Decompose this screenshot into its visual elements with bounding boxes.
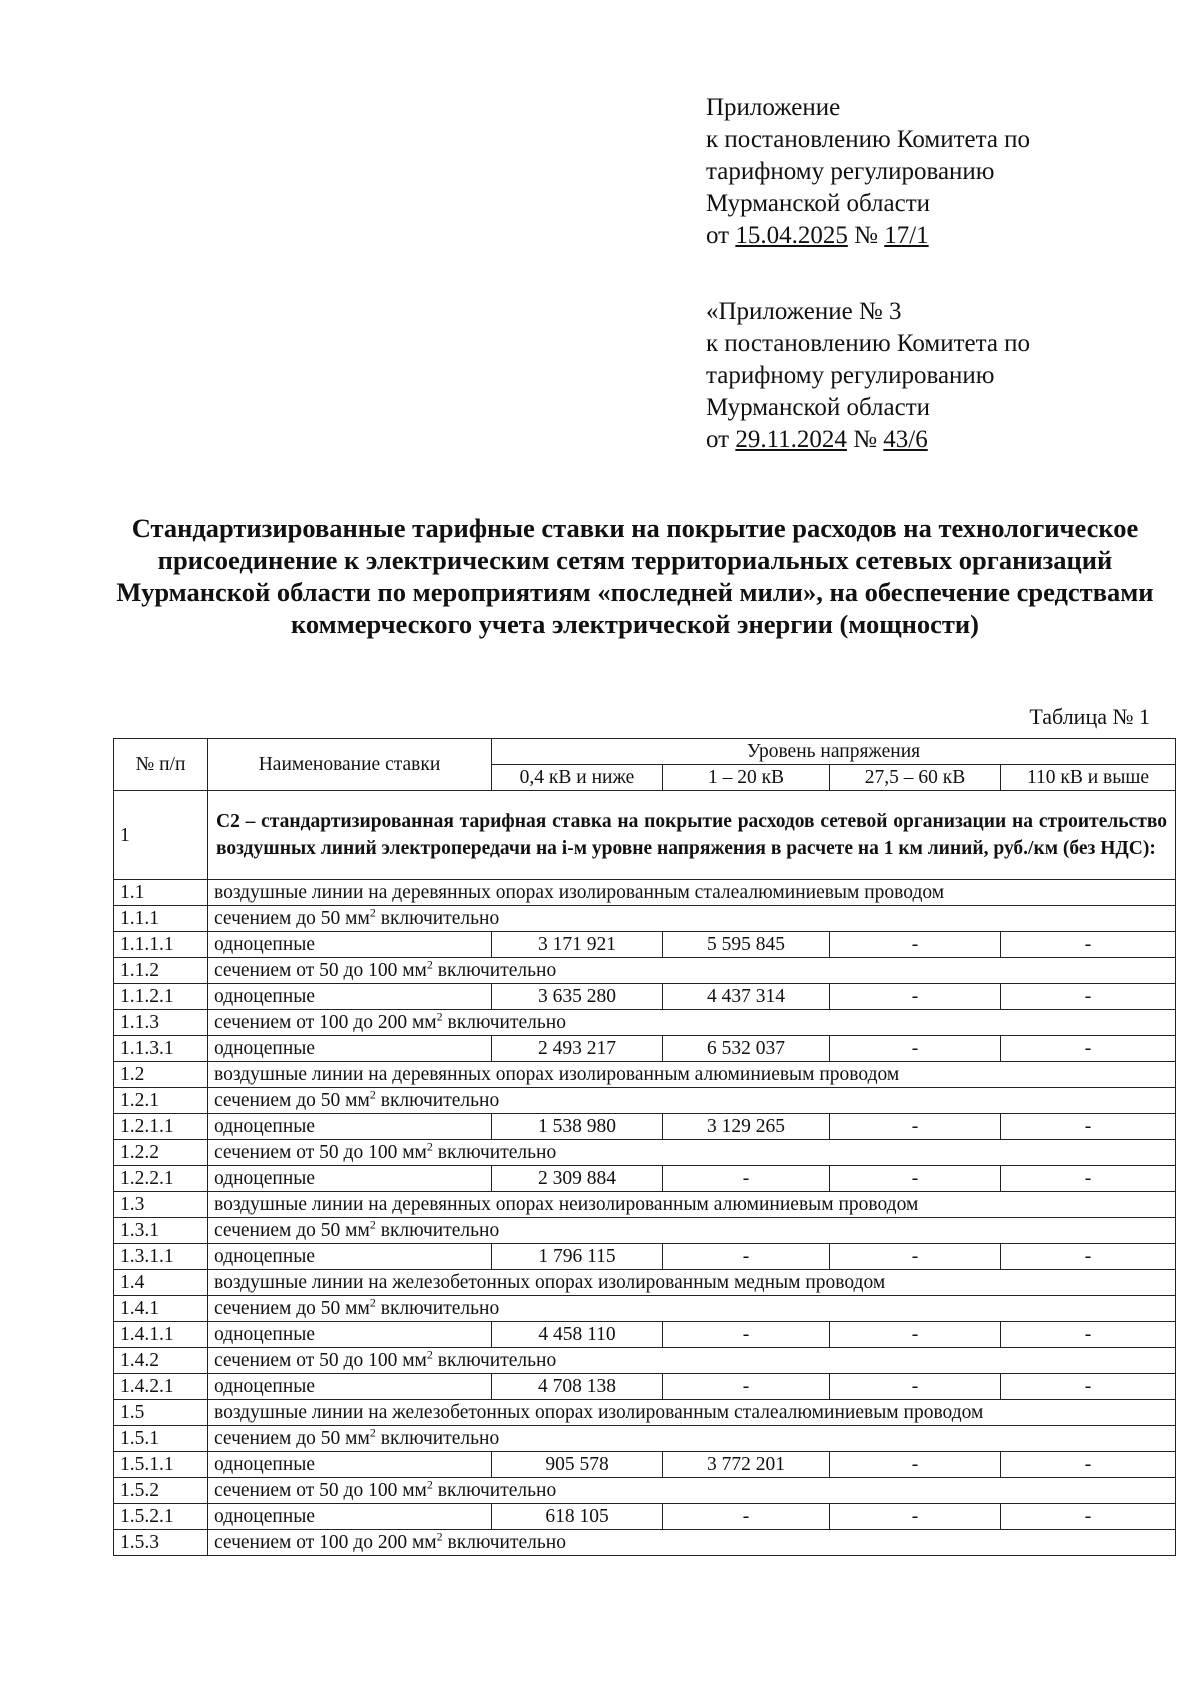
table-row — [114, 1348, 1176, 1374]
table-row — [114, 880, 1176, 906]
table-row — [114, 1062, 1176, 1088]
appendix-line: Мурманской области — [706, 190, 931, 217]
row-number: 1.5 — [114, 1400, 208, 1426]
row-number: 1.1.3 — [114, 1010, 208, 1036]
rate-value: - — [1001, 1114, 1176, 1140]
rate-value: - — [830, 1504, 1001, 1530]
row-label — [208, 1088, 1176, 1114]
table-row — [114, 1218, 1176, 1244]
row-number: 1.4.1 — [114, 1296, 208, 1322]
rate-value: - — [663, 1166, 830, 1192]
appendix-line: к постановлению Комитета по — [706, 126, 1031, 153]
row-number: 1.2.1 — [114, 1088, 208, 1114]
row-label — [208, 1010, 1176, 1036]
row-number: 1.3 — [114, 1192, 208, 1218]
label-tail: включительно — [375, 1298, 500, 1319]
label-text: одноцепные — [214, 1246, 316, 1267]
label-text: одноцепные — [214, 1324, 316, 1345]
row-number: 1.1.2 — [114, 958, 208, 984]
table-row — [114, 1426, 1176, 1452]
header-number: № п/п — [114, 739, 208, 791]
section-title: С2 – стандартизированная тарифная ставка на покрытие расходов сетевой организации на строительство воздушных линий электропередачи на i-м уровне напряжения в расчете на 1 км линий, руб./км (без НДС): — [208, 791, 1176, 880]
label-text: сечением от 50 до 100 мм — [214, 1480, 427, 1501]
table-row — [114, 1374, 1176, 1400]
row-label — [208, 1426, 1176, 1452]
row-number: 1.2 — [114, 1062, 208, 1088]
row-number: 1.2.2 — [114, 1140, 208, 1166]
table-row — [114, 1322, 1176, 1348]
rate-value: - — [1001, 1504, 1176, 1530]
header-level: 27,5 – 60 кВ — [830, 765, 1001, 791]
row-label — [208, 1218, 1176, 1244]
row-number: 1.1.1 — [114, 906, 208, 932]
label-text: сечением от 100 до 200 мм — [214, 1532, 437, 1553]
label-text: одноцепные — [214, 1168, 316, 1189]
row-number: 1.3.1.1 — [114, 1244, 208, 1270]
rate-value: - — [830, 1452, 1001, 1478]
row-label — [208, 1166, 492, 1192]
document-title: Стандартизированные тарифные ставки на покрытие расходов на технологическое присоединение к электрическим сетям территориальных сетевых организаций Мурманской области по мероприятиям «последней мили», на обеспечение средствами коммерческого учета электрической энергии (мощности) — [116, 513, 1154, 639]
unit-superscript: 2 — [369, 1217, 376, 1232]
label-text: сечением до 50 мм — [214, 1298, 370, 1319]
rate-value: - — [830, 1244, 1001, 1270]
table-row — [114, 984, 1176, 1010]
label-text: одноцепные — [214, 1454, 316, 1475]
row-number: 1.5.1 — [114, 1426, 208, 1452]
rate-value: - — [663, 1244, 830, 1270]
label-text: сечением до 50 мм — [214, 1428, 370, 1449]
label-text: сечением до 50 мм — [214, 908, 370, 929]
label-text: одноцепные — [214, 1376, 316, 1397]
table-row — [114, 1530, 1176, 1556]
section-number: 1 — [114, 791, 208, 880]
label-text: сечением от 50 до 100 мм — [214, 1350, 427, 1371]
appendix-line: Мурманской области — [706, 394, 931, 421]
label-text: сечением до 50 мм — [214, 1220, 370, 1241]
label-tail: включительно — [375, 1428, 500, 1449]
rate-value: - — [663, 1504, 830, 1530]
row-label — [208, 1530, 1176, 1556]
header-row — [114, 739, 1176, 765]
row-number: 1.1 — [114, 880, 208, 906]
row-number: 1.5.2.1 — [114, 1504, 208, 1530]
label-tail: включительно — [432, 1350, 557, 1371]
row-label — [208, 1478, 1176, 1504]
row-label — [208, 1140, 1176, 1166]
label-tail: включительно — [375, 1090, 500, 1111]
rate-value: - — [830, 984, 1001, 1010]
appendix-block-2 — [706, 296, 1030, 456]
appendix-line: «Приложение № 3 — [706, 298, 902, 325]
rate-value: 1 796 115 — [492, 1244, 663, 1270]
row-number: 1.4 — [114, 1270, 208, 1296]
number-sign: № — [854, 222, 878, 249]
rate-value: - — [830, 1036, 1001, 1062]
row-number: 1.5.3 — [114, 1530, 208, 1556]
table-row — [114, 1400, 1176, 1426]
row-number: 1.5.1.1 — [114, 1452, 208, 1478]
date-prefix: от — [706, 426, 730, 453]
appendix-line: тарифному регулированию — [706, 362, 995, 389]
label-text: одноцепные — [214, 1116, 316, 1137]
unit-superscript: 2 — [426, 957, 433, 972]
appendix-line: Приложение — [706, 94, 841, 121]
appendix-line: к постановлению Комитета по — [706, 330, 1031, 357]
rate-value: - — [1001, 984, 1176, 1010]
unit-superscript: 2 — [369, 1295, 376, 1310]
row-number: 1.1.3.1 — [114, 1036, 208, 1062]
label-text: воздушные линии на железобетонных опорах изолированным медным проводом — [214, 1272, 886, 1293]
rate-value: 2 493 217 — [492, 1036, 663, 1062]
rate-value: - — [1001, 932, 1176, 958]
unit-superscript: 2 — [369, 905, 376, 920]
row-number: 1.4.2 — [114, 1348, 208, 1374]
unit-superscript: 2 — [369, 1425, 376, 1440]
row-label — [208, 1036, 492, 1062]
table-row — [114, 1244, 1176, 1270]
row-label — [208, 880, 1176, 906]
rate-value: 3 635 280 — [492, 984, 663, 1010]
rate-value: 3 772 201 — [663, 1452, 830, 1478]
appendix-block-1 — [706, 92, 1030, 252]
resolution-date: 29.11.2024 — [735, 426, 847, 453]
table-row — [114, 958, 1176, 984]
rate-value: 618 105 — [492, 1504, 663, 1530]
row-label — [208, 1400, 1176, 1426]
rate-value: 5 595 845 — [663, 932, 830, 958]
label-text: сечением от 50 до 100 мм — [214, 1142, 427, 1163]
header-name: Наименование ставки — [208, 739, 492, 791]
unit-superscript: 2 — [426, 1347, 433, 1362]
label-text: сечением от 100 до 200 мм — [214, 1012, 437, 1033]
label-text: сечением до 50 мм — [214, 1090, 370, 1111]
rate-value: 4 458 110 — [492, 1322, 663, 1348]
header-level: 110 кВ и выше — [1001, 765, 1176, 791]
row-label — [208, 1062, 1176, 1088]
label-tail: включительно — [375, 908, 500, 929]
resolution-number: 17/1 — [884, 222, 929, 249]
unit-superscript: 2 — [369, 1087, 376, 1102]
rate-value: - — [663, 1374, 830, 1400]
label-tail: включительно — [432, 1480, 557, 1501]
rate-value: - — [830, 1166, 1001, 1192]
row-label — [208, 1114, 492, 1140]
section-row — [114, 791, 1176, 880]
label-tail: включительно — [442, 1532, 566, 1553]
row-label — [208, 1270, 1176, 1296]
rate-value: - — [830, 1114, 1001, 1140]
row-label — [208, 1244, 492, 1270]
table-row — [114, 1166, 1176, 1192]
rate-value: - — [1001, 1166, 1176, 1192]
unit-superscript: 2 — [436, 1009, 443, 1024]
rate-value: 2 309 884 — [492, 1166, 663, 1192]
rate-value: 905 578 — [492, 1452, 663, 1478]
table-row — [114, 1010, 1176, 1036]
label-text: воздушные линии на деревянных опорах изолированным сталеалюминиевым проводом — [214, 882, 945, 903]
row-number: 1.4.1.1 — [114, 1322, 208, 1348]
resolution-date: 15.04.2025 — [735, 222, 848, 249]
label-tail: включительно — [375, 1220, 500, 1241]
rate-value: 3 171 921 — [492, 932, 663, 958]
label-text: воздушные линии на деревянных опорах неизолированным алюминиевым проводом — [214, 1194, 919, 1215]
rate-value: 3 129 265 — [663, 1114, 830, 1140]
row-label — [208, 1504, 492, 1530]
row-label — [208, 932, 492, 958]
label-text: одноцепные — [214, 1038, 316, 1059]
row-number: 1.1.2.1 — [114, 984, 208, 1010]
table-row — [114, 1452, 1176, 1478]
row-number: 1.2.2.1 — [114, 1166, 208, 1192]
row-label — [208, 1192, 1176, 1218]
appendix-date-line — [706, 220, 1030, 252]
rate-value: - — [830, 932, 1001, 958]
table-row — [114, 1270, 1176, 1296]
header-level: 0,4 кВ и ниже — [492, 765, 663, 791]
table-row — [114, 1192, 1176, 1218]
appendix-line: тарифному регулированию — [706, 158, 995, 185]
table-row — [114, 932, 1176, 958]
rate-value: 1 538 980 — [492, 1114, 663, 1140]
unit-superscript: 2 — [426, 1477, 433, 1492]
row-label — [208, 906, 1176, 932]
rate-value: - — [830, 1374, 1001, 1400]
rate-value: 6 532 037 — [663, 1036, 830, 1062]
table-row — [114, 1114, 1176, 1140]
rate-value: - — [1001, 1036, 1176, 1062]
appendix-date-line — [706, 424, 1030, 456]
rate-value: - — [1001, 1322, 1176, 1348]
row-label — [208, 1374, 492, 1400]
row-number: 1.5.2 — [114, 1478, 208, 1504]
unit-superscript: 2 — [436, 1529, 443, 1544]
resolution-number: 43/6 — [883, 426, 928, 453]
label-text: сечением от 50 до 100 мм — [214, 960, 427, 981]
number-sign: № — [853, 426, 878, 453]
row-number: 1.2.1.1 — [114, 1114, 208, 1140]
label-text: одноцепные — [214, 986, 316, 1007]
label-text: одноцепные — [214, 934, 316, 955]
row-label — [208, 1296, 1176, 1322]
rate-value: - — [663, 1322, 830, 1348]
rate-value: - — [1001, 1244, 1176, 1270]
row-number: 1.3.1 — [114, 1218, 208, 1244]
label-text: воздушные линии на деревянных опорах изолированным алюминиевым проводом — [214, 1064, 900, 1085]
rate-value: - — [830, 1322, 1001, 1348]
table-label: Таблица № 1 — [1029, 704, 1150, 729]
header-level: 1 – 20 кВ — [663, 765, 830, 791]
table-row — [114, 1504, 1176, 1530]
table-row — [114, 906, 1176, 932]
rate-value: - — [1001, 1374, 1176, 1400]
label-text: воздушные линии на железобетонных опорах изолированным сталеалюминиевым проводом — [214, 1402, 984, 1423]
table-row — [114, 1140, 1176, 1166]
label-tail: включительно — [432, 960, 557, 981]
date-prefix: от — [706, 222, 730, 249]
row-label — [208, 1348, 1176, 1374]
rate-value: 4 437 314 — [663, 984, 830, 1010]
label-tail: включительно — [432, 1142, 557, 1163]
rate-value: - — [1001, 1452, 1176, 1478]
header-voltage: Уровень напряжения — [492, 739, 1176, 765]
row-number: 1.4.2.1 — [114, 1374, 208, 1400]
unit-superscript: 2 — [426, 1139, 433, 1154]
tariff-table — [113, 738, 1176, 1556]
row-label — [208, 1322, 492, 1348]
row-label — [208, 958, 1176, 984]
row-label — [208, 1452, 492, 1478]
row-number: 1.1.1.1 — [114, 932, 208, 958]
rate-value: 4 708 138 — [492, 1374, 663, 1400]
label-text: одноцепные — [214, 1506, 316, 1527]
table-row — [114, 1478, 1176, 1504]
table-row — [114, 1036, 1176, 1062]
table-row — [114, 1296, 1176, 1322]
row-label — [208, 984, 492, 1010]
table-row — [114, 1088, 1176, 1114]
label-tail: включительно — [442, 1012, 566, 1033]
